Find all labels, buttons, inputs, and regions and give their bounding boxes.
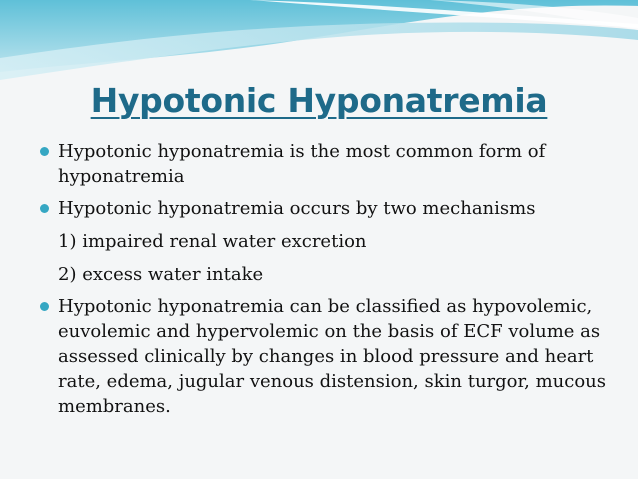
sub-item-text: 1) impaired renal water excretion — [58, 231, 367, 252]
sub-item — [40, 229, 620, 254]
bullet-item — [40, 294, 620, 419]
bullet-item — [40, 139, 620, 189]
bullet-icon — [40, 302, 49, 311]
slide-title — [0, 81, 638, 120]
sub-item — [40, 262, 620, 287]
slide-title-text: Hypotonic Hyponatremia — [90, 81, 548, 120]
bullet-icon — [40, 147, 49, 156]
bullet-item — [40, 196, 620, 221]
bullet-text: Hypotonic hyponatremia occurs by two mechanisms — [58, 198, 536, 219]
bullet-text: Hypotonic hyponatremia can be classified as hypovolemic, euvolemic and hypervolemic on the basis of ECF volume as assessed clinically by changes in blood pressure and heart rate, edema, jugular venous distension, skin turgor, mucous membranes. — [58, 296, 606, 417]
sub-item-text: 2) excess water intake — [58, 264, 264, 285]
bullet-icon — [40, 204, 49, 213]
decorative-wave-header — [0, 0, 638, 80]
bullet-text: Hypotonic hyponatremia is the most common form of hyponatremia — [58, 141, 546, 187]
slide-body — [40, 139, 620, 419]
